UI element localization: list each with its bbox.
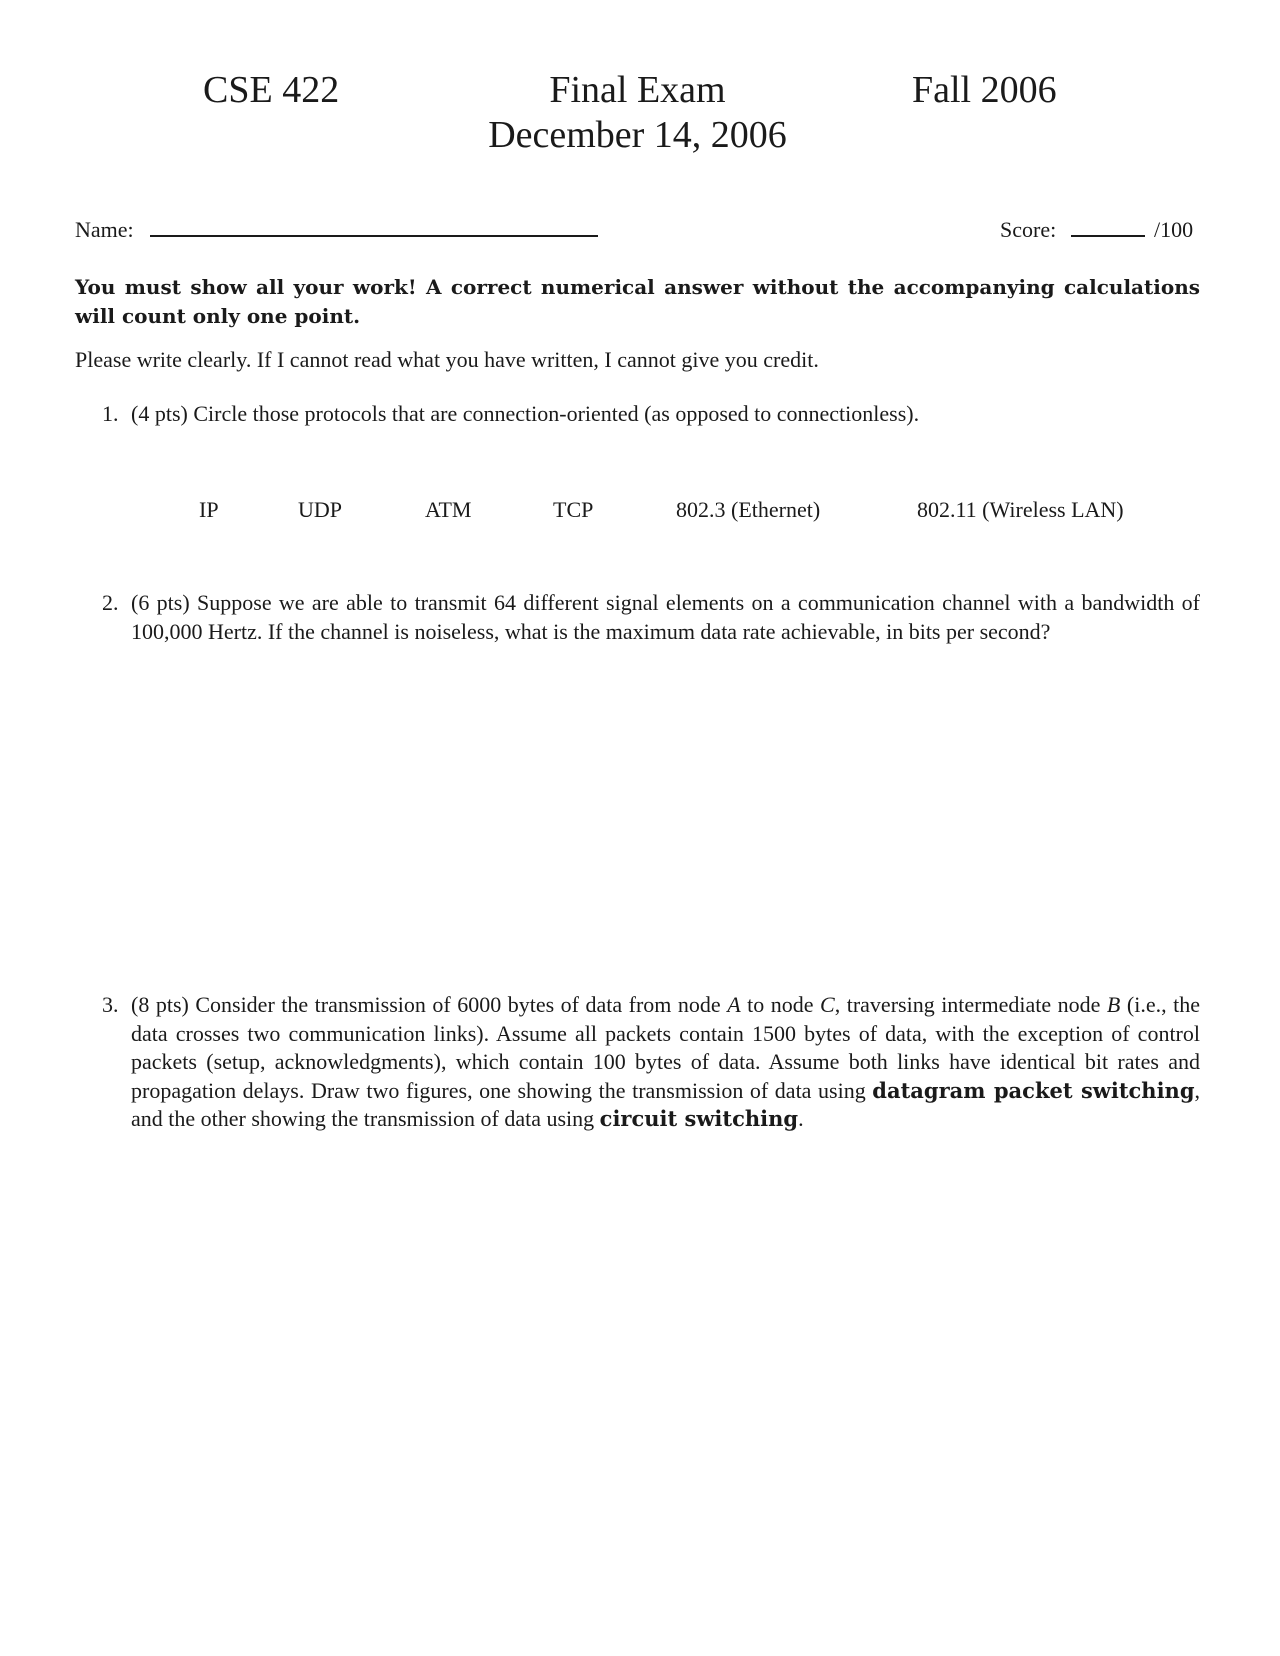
question-1-number: 1. bbox=[102, 401, 119, 426]
question-3-text-part: , traversing intermediate node bbox=[834, 992, 1107, 1017]
protocol-option-tcp[interactable]: TCP bbox=[553, 497, 594, 522]
question-2-number: 2. bbox=[102, 590, 119, 615]
protocol-option-wireless-lan[interactable]: 802.11 (Wireless LAN) bbox=[917, 497, 1124, 522]
score-total: /100 bbox=[1154, 217, 1194, 242]
exam-title: Final Exam bbox=[549, 69, 726, 111]
node-c-label: C bbox=[820, 992, 835, 1017]
question-3-text-part: , and the other showing the transmission of data using bbox=[131, 1077, 1201, 1131]
question-3-text-part: (8 pts) Consider the transmission of 6000 bytes of data from node bbox=[131, 992, 728, 1017]
legibility-note: Please write clearly. If I cannot read what you have written, I cannot give you credit. bbox=[75, 347, 819, 372]
question-3-text-part: to node bbox=[740, 992, 821, 1017]
question-3-text-part: (i.e., the data crosses two communication links). Assume all packets contain 1500 bytes of data, with the exception of control packets (setup, acknowledgments), which contain 100 bytes of data. Assume both links have identical bit rates and propagation delays. Draw two figures, one showing the transmission of data using bbox=[131, 992, 1200, 1103]
question-3-text-part: . bbox=[798, 1106, 804, 1131]
name-label: Name: bbox=[75, 217, 134, 242]
protocol-option-atm[interactable]: ATM bbox=[425, 497, 472, 522]
question-1-text: (4 pts) Circle those protocols that are connection-oriented (as opposed to connectionless). bbox=[131, 401, 920, 426]
work-warning: You must show all your work! A correct numerical answer without the accompanying calculations will count only one point. bbox=[75, 275, 1200, 328]
name-field[interactable] bbox=[150, 235, 598, 237]
question-2-text: (6 pts) Suppose we are able to transmit 64 different signal elements on a communication channel with a bandwidth of 100,000 Hertz. If the channel is noiseless, what is the maximum data rate achievable, in bits per second? bbox=[131, 590, 1200, 644]
datagram-packet-switching-term: datagram packet switching bbox=[872, 1077, 1195, 1103]
course-code: CSE 422 bbox=[203, 69, 340, 111]
protocol-option-udp[interactable]: UDP bbox=[298, 497, 343, 522]
exam-date: December 14, 2006 bbox=[488, 114, 787, 156]
score-field[interactable] bbox=[1071, 235, 1145, 237]
node-b-label: B bbox=[1106, 992, 1121, 1017]
protocol-option-ip[interactable]: IP bbox=[199, 497, 219, 522]
circuit-switching-term: circuit switching bbox=[599, 1106, 799, 1131]
score-label: Score: bbox=[1000, 217, 1057, 242]
question-3-number: 3. bbox=[102, 992, 119, 1017]
protocol-option-ethernet[interactable]: 802.3 (Ethernet) bbox=[676, 497, 821, 522]
node-a-label: A bbox=[727, 992, 741, 1017]
question-3-text bbox=[131, 991, 1200, 1134]
exam-term: Fall 2006 bbox=[912, 69, 1057, 111]
